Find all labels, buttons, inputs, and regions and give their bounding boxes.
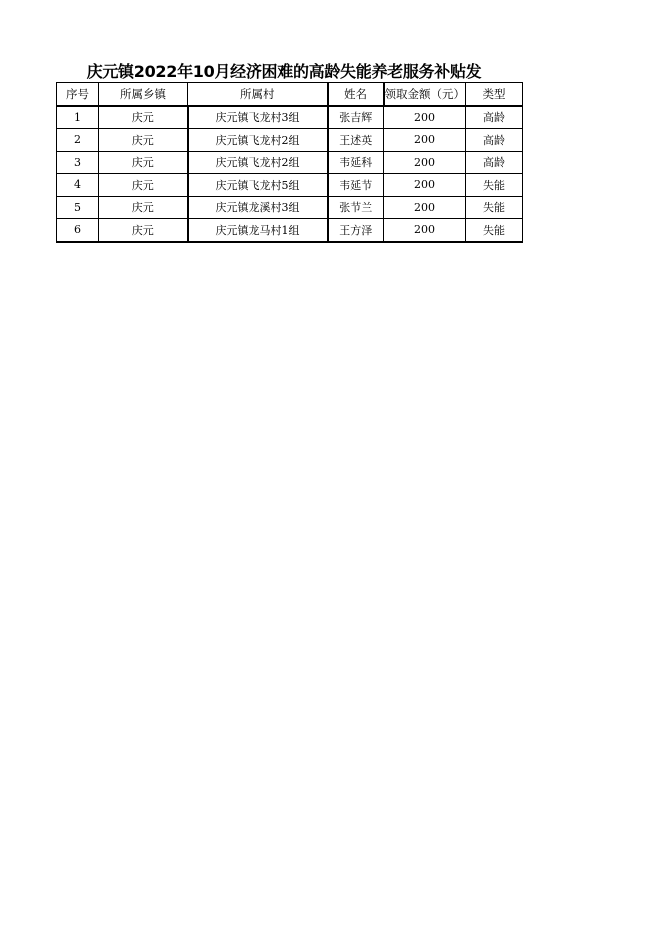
cell-amount: 200: [384, 219, 466, 242]
cell-village: 庆元镇龙溪村3组: [188, 196, 328, 219]
cell-amount: 200: [384, 196, 466, 219]
header-amount: [384, 83, 466, 106]
header-index: 序号: [57, 83, 99, 106]
cell-village: 庆元镇飞龙村3组: [188, 106, 328, 129]
cell-township: 庆元: [99, 196, 188, 219]
cell-type: 高龄: [466, 106, 523, 129]
cell-type: 失能: [466, 174, 523, 197]
cell-index: 2: [57, 129, 99, 152]
cell-amount: 200: [384, 129, 466, 152]
header-name: 姓名: [328, 83, 384, 106]
header-village: 所属村: [188, 83, 328, 106]
table-row: [57, 174, 523, 197]
cell-name: 王方泽: [328, 219, 384, 242]
cell-index: 4: [57, 174, 99, 197]
cell-village: 庆元镇飞龙村5组: [188, 174, 328, 197]
table-row: [57, 151, 523, 174]
cell-type: 失能: [466, 219, 523, 242]
cell-name: 张吉辉: [328, 106, 384, 129]
cell-type: 失能: [466, 196, 523, 219]
cell-village: 庆元镇龙马村1组: [188, 219, 328, 242]
table-row: [57, 129, 523, 152]
subsidy-table: [56, 82, 523, 243]
header-amount-label: 领取金额（元）: [384, 86, 465, 101]
cell-type: 高龄: [466, 129, 523, 152]
cell-township: 庆元: [99, 174, 188, 197]
cell-index: 5: [57, 196, 99, 219]
table-row: [57, 196, 523, 219]
cell-name: 韦延科: [328, 151, 384, 174]
cell-amount: 200: [384, 151, 466, 174]
header-township: 所属乡镇: [99, 83, 188, 106]
table-row: [57, 106, 523, 129]
header-type: 类型: [466, 83, 523, 106]
cell-name: 张节兰: [328, 196, 384, 219]
cell-township: 庆元: [99, 151, 188, 174]
cell-type: 高龄: [466, 151, 523, 174]
cell-village: 庆元镇飞龙村2组: [188, 151, 328, 174]
cell-name: 王述英: [328, 129, 384, 152]
cell-township: 庆元: [99, 106, 188, 129]
cell-amount: 200: [384, 174, 466, 197]
cell-index: 3: [57, 151, 99, 174]
cell-township: 庆元: [99, 129, 188, 152]
cell-name: 韦延节: [328, 174, 384, 197]
cell-index: 1: [57, 106, 99, 129]
cell-index: 6: [57, 219, 99, 242]
page-title: 庆元镇2022年10月经济困难的高龄失能养老服务补贴发: [86, 62, 482, 81]
header-row: [57, 83, 523, 106]
table-row: [57, 219, 523, 242]
cell-township: 庆元: [99, 219, 188, 242]
cell-village: 庆元镇飞龙村2组: [188, 129, 328, 152]
cell-amount: 200: [384, 106, 466, 129]
